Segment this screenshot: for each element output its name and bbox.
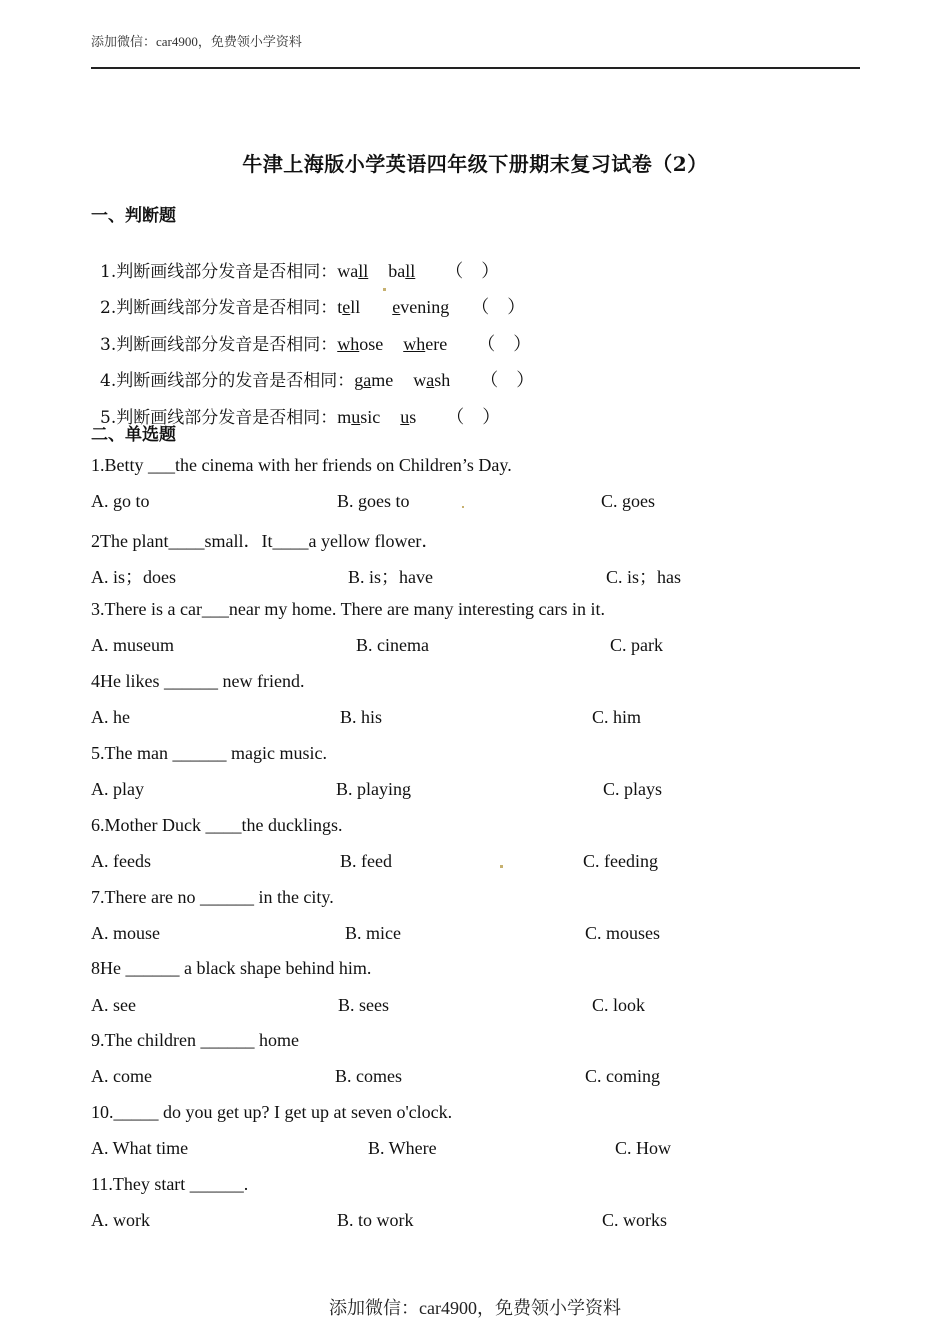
underlined-part: wh	[337, 334, 360, 354]
word-part: t	[337, 297, 343, 317]
option-b: B. comes	[335, 1066, 402, 1086]
answer-blank: （ ）	[471, 297, 526, 317]
option-c: C. coming	[585, 1066, 660, 1086]
option-b: B. mice	[345, 923, 401, 943]
judge-item-prefix: 5.判断画线部分发音是否相同：	[100, 408, 338, 428]
word-part: s	[409, 407, 417, 427]
option-b: B. is；have	[348, 567, 433, 587]
page-title: 牛津上海版小学英语四年级下册期末复习试卷（2）	[242, 152, 708, 176]
option-b: B. Where	[368, 1138, 437, 1158]
option-a: A. see	[91, 995, 136, 1015]
option-b: B. to work	[337, 1210, 414, 1230]
header-note: 添加微信：car4900，免费领小学资料	[91, 34, 302, 49]
option-a: A. go to	[91, 491, 150, 511]
answer-blank: （ ）	[480, 370, 535, 390]
word-part: wa	[337, 261, 359, 281]
underlined-part: ll	[358, 261, 369, 281]
header-divider	[91, 67, 860, 69]
section-heading-choice: 二、单选题	[91, 425, 176, 445]
word-part: sic	[360, 407, 381, 427]
section-heading-judge: 一、判断题	[91, 206, 176, 226]
question-11: 11.They start ______.	[91, 1174, 249, 1194]
question-5: 5.The man ______ magic music.	[91, 743, 327, 763]
underlined-part: e	[392, 297, 401, 317]
question-1: 1.Betty ___the cinema with her friends on Children’s Day.	[91, 455, 512, 475]
option-b: B. playing	[336, 779, 411, 799]
question-9: 9.The children ______ home	[91, 1030, 299, 1050]
underlined-part: a	[363, 370, 372, 390]
question-8: 8He ______ a black shape behind him.	[91, 958, 372, 978]
answer-blank: （ ）	[445, 261, 500, 281]
option-b: B. his	[340, 707, 383, 727]
option-c: C. How	[615, 1138, 672, 1158]
option-a: A. come	[91, 1066, 152, 1086]
option-c: C. plays	[603, 779, 663, 799]
option-c: C. goes	[601, 491, 655, 511]
word-part: me	[371, 370, 394, 390]
scan-speck	[462, 506, 464, 508]
option-b: B. cinema	[356, 635, 429, 655]
option-a: A. museum	[91, 635, 174, 655]
word-part: ll	[350, 297, 361, 317]
answer-blank: （ ）	[477, 334, 532, 354]
footer-note: 添加微信：car4900，免费领小学资料	[329, 1298, 621, 1318]
judge-item-prefix: 1.判断画线部分发音是否相同：	[100, 262, 338, 282]
option-a: A. play	[91, 779, 144, 799]
word-part: m	[337, 407, 352, 427]
word-part: vening	[400, 297, 450, 317]
underlined-part: u	[400, 407, 410, 427]
option-a: A. mouse	[91, 923, 160, 943]
option-a: A. he	[91, 707, 130, 727]
option-a: A. What time	[91, 1138, 189, 1158]
underlined-part: e	[342, 297, 351, 317]
underlined-part: u	[351, 407, 361, 427]
option-c: C. look	[592, 995, 646, 1015]
word-part: ba	[388, 261, 406, 281]
question-6: 6.Mother Duck ____the ducklings.	[91, 815, 343, 835]
word-part: sh	[434, 370, 451, 390]
option-b: B. goes to	[337, 491, 410, 511]
option-a: A. feeds	[91, 851, 151, 871]
option-b: B. feed	[340, 851, 392, 871]
option-a: A. is；does	[91, 567, 176, 587]
question-4: 4He likes ______ new friend.	[91, 671, 305, 691]
scan-speck	[383, 288, 386, 291]
question-10: 10._____ do you get up? I get up at seven o'clock.	[91, 1102, 453, 1122]
option-c: C. works	[602, 1210, 668, 1230]
word-part: ose	[359, 334, 384, 354]
judge-item-prefix: 2.判断画线部分发音是否相同：	[100, 298, 338, 318]
scan-speck	[500, 865, 503, 868]
option-c: C. him	[592, 707, 642, 727]
option-a: A. work	[91, 1210, 150, 1230]
underlined-part: ll	[405, 261, 416, 281]
underlined-part: wh	[403, 334, 426, 354]
underlined-part: a	[426, 370, 435, 390]
option-c: C. park	[610, 635, 663, 655]
judge-item-prefix: 4.判断画线部分的发音是否相同：	[100, 371, 355, 391]
option-c: C. mouses	[585, 923, 661, 943]
word-part: g	[354, 370, 364, 390]
option-c: C. is；has	[606, 567, 682, 587]
judge-item-prefix: 3.判断画线部分发音是否相同：	[100, 335, 338, 355]
word-part: ere	[425, 334, 448, 354]
option-c: C. feeding	[583, 851, 658, 871]
question-3: 3.There is a car___near my home. There are many interesting cars in it.	[91, 599, 605, 619]
question-2: 2The plant____small．It____a yellow flower．	[91, 531, 440, 551]
question-7: 7.There are no ______ in the city.	[91, 887, 334, 907]
answer-blank: （ ）	[446, 407, 501, 427]
option-b: B. sees	[338, 995, 389, 1015]
word-part: w	[413, 370, 427, 390]
